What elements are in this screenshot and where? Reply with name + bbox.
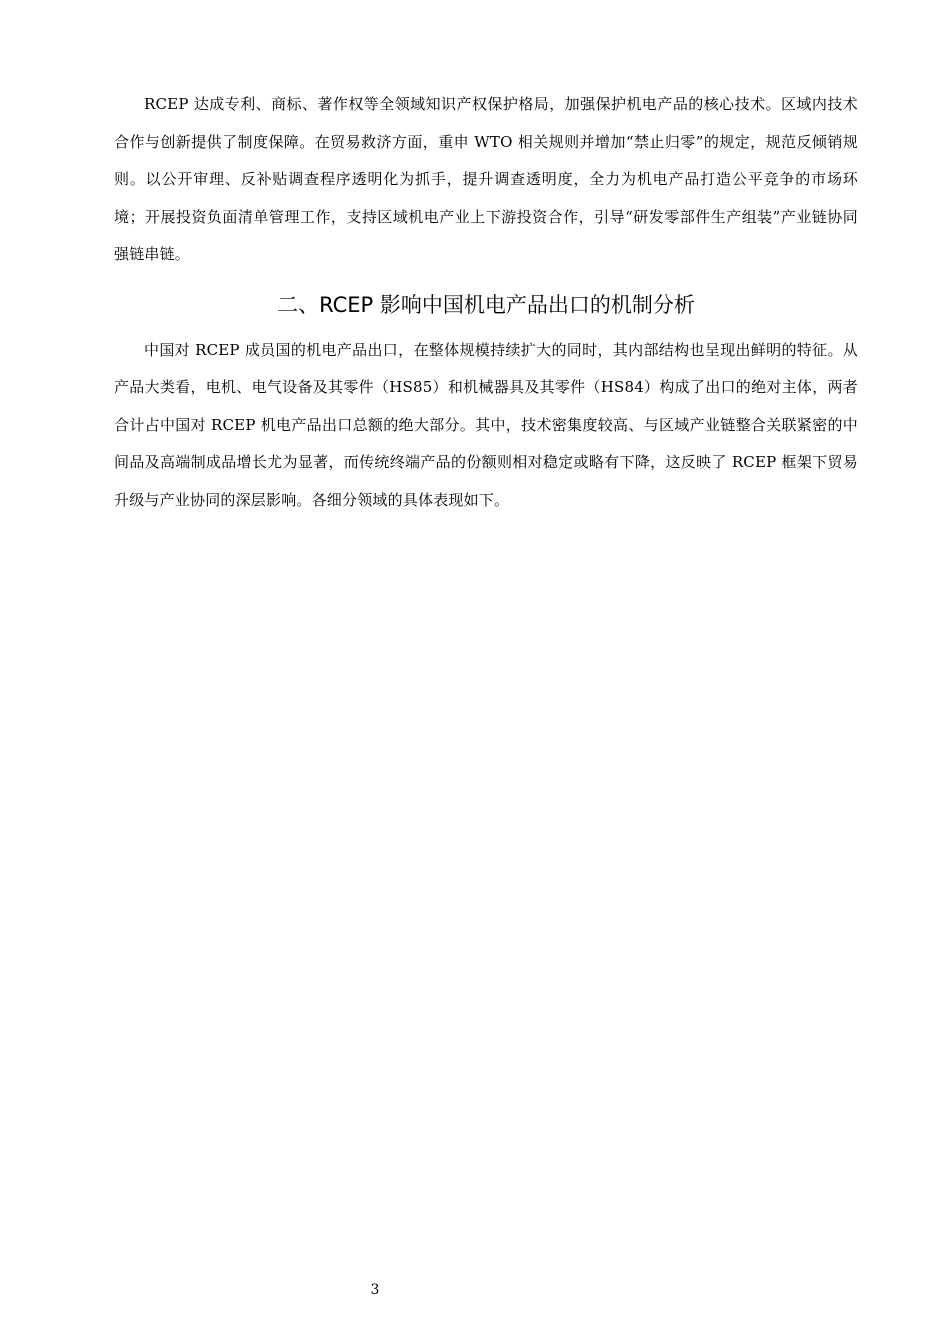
page-content	[114, 86, 858, 519]
section-heading: 二、RCEP 影响中国机电产品出口的机制分析	[277, 292, 695, 317]
page-number: 3	[370, 1282, 380, 1298]
body-paragraph-ip-protection: RCEP 达成专利、商标、著作权等全领域知识产权保护格局，加强保护机电产品的核心技术。区域内技术合作与创新提供了制度保障。在贸易救济方面，重申 WTO 相关规则并增加“禁止归零”的规定，规范反倾销规则。以公开审理、反补贴调查程序透明化为抓手，提升调查透明度，全力为机电产品打造公平竞争的市场环境；开展投资负面清单管理工作，支持区域机电产业上下游投资合作，引导“研发零部件生产组装”产业链协同强链串链。	[114, 95, 858, 263]
body-paragraph-export-structure: 中国对 RCEP 成员国的机电产品出口，在整体规模持续扩大的同时，其内部结构也呈现出鲜明的特征。从产品大类看，电机、电气设备及其零件（HS85）和机械器具及其零件（HS84）构成了出口的绝对主体，两者合计占中国对 RCEP 机电产品出口总额的绝大部分。其中，技术密集度较高、与区域产业链整合关联紧密的中间品及高端制成品增长尤为显著，而传统终端产品的份额则相对稳定或略有下降，这反映了 RCEP 框架下贸易升级与产业协同的深层影响。各细分领域的具体表现如下。	[114, 340, 858, 509]
